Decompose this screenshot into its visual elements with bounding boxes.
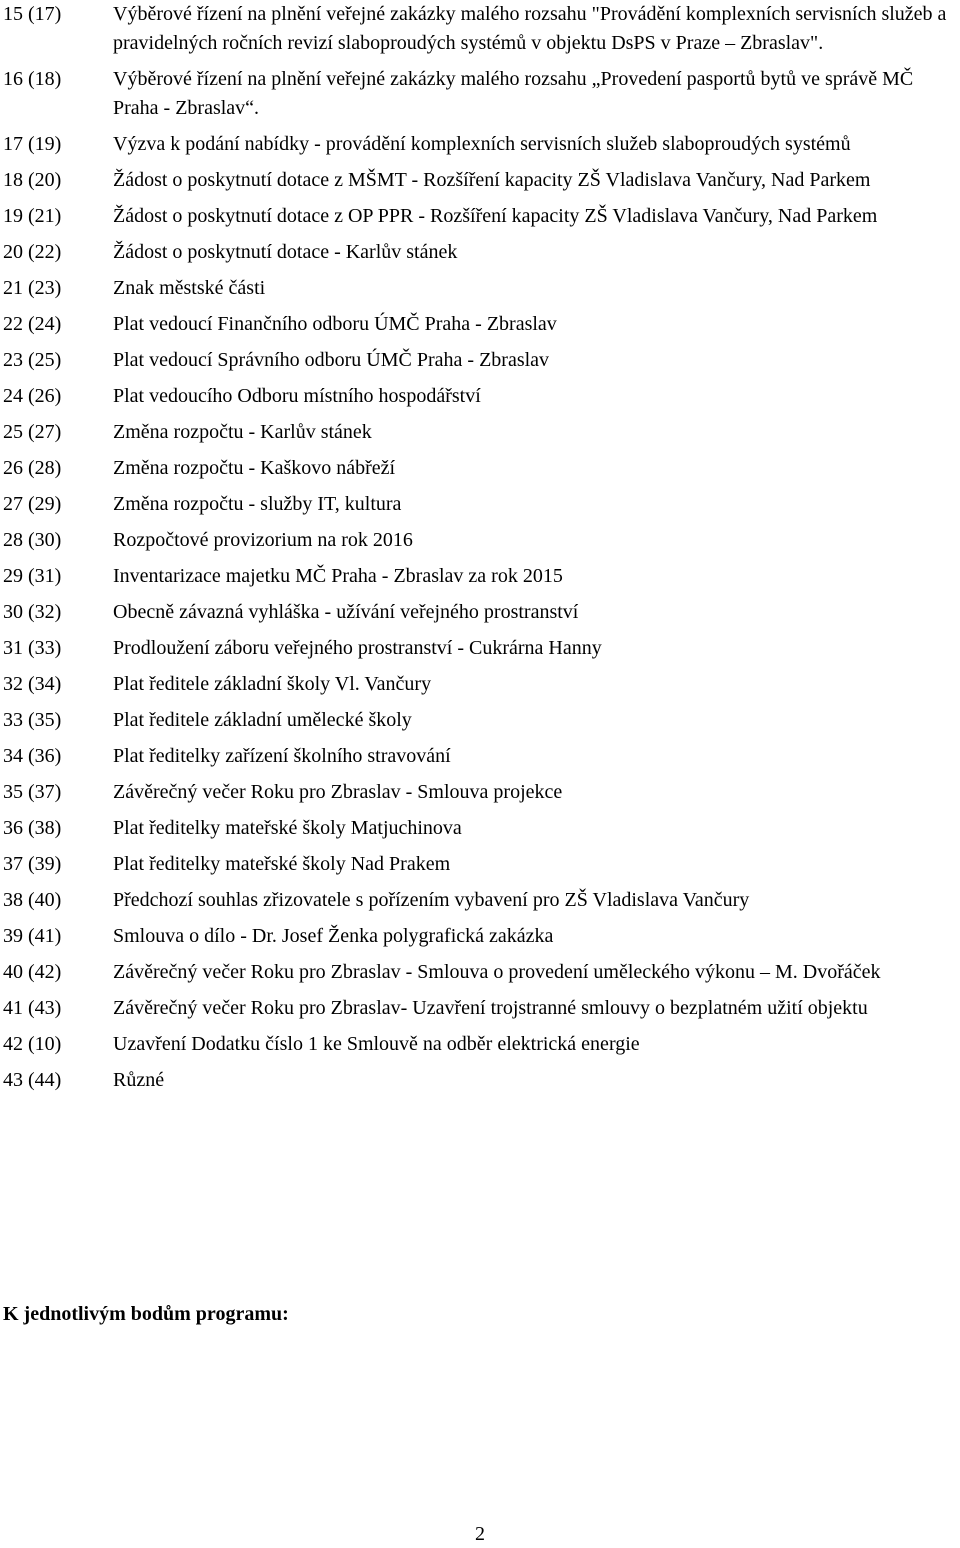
agenda-item xyxy=(3,598,953,627)
agenda-item-number: 19 (21) xyxy=(3,205,62,227)
agenda-item xyxy=(3,742,953,771)
agenda-item-number: 31 (33) xyxy=(3,637,62,659)
agenda-item-text: Plat ředitelky mateřské školy Nad Prakem xyxy=(113,853,451,875)
agenda-item-number: 17 (19) xyxy=(3,133,62,155)
agenda-item xyxy=(3,922,953,951)
agenda-item-number: 29 (31) xyxy=(3,565,62,587)
agenda-item xyxy=(3,778,953,807)
agenda-item-number: 39 (41) xyxy=(3,925,62,947)
agenda-item-number: 24 (26) xyxy=(3,385,62,407)
agenda-item-text: Znak městské části xyxy=(113,277,266,299)
agenda-item-text: Žádost o poskytnutí dotace z MŠMT - Rozšíření kapacity ZŠ Vladislava Vančury, Nad Parkem xyxy=(113,169,871,191)
agenda-item-text: Různé xyxy=(113,1069,165,1091)
agenda-item-text: Obecně závazná vyhláška - užívání veřejného prostranství xyxy=(113,601,579,623)
agenda-item xyxy=(3,130,953,159)
agenda-item xyxy=(3,814,953,843)
agenda-item-number: 41 (43) xyxy=(3,997,62,1019)
agenda-item-text: Změna rozpočtu - služby IT, kultura xyxy=(113,493,402,515)
agenda-item xyxy=(3,670,953,699)
agenda-item-text: Plat ředitelky mateřské školy Matjuchinova xyxy=(113,817,462,839)
agenda-item-text: Plat ředitelky zařízení školního stravování xyxy=(113,745,451,767)
agenda-item-number: 33 (35) xyxy=(3,709,62,731)
agenda-item xyxy=(3,1066,953,1095)
agenda-item xyxy=(3,0,953,58)
agenda-item-text: Výběrové řízení na plnění veřejné zakázky malého rozsahu „Provedení pasportů bytů ve správě MČ Praha - Zbraslav“. xyxy=(113,68,914,119)
agenda-item-number: 15 (17) xyxy=(3,3,62,25)
agenda-item-number: 26 (28) xyxy=(3,457,62,479)
agenda-item-number: 20 (22) xyxy=(3,241,62,263)
agenda-item-number: 28 (30) xyxy=(3,529,62,551)
agenda-item xyxy=(3,1030,953,1059)
agenda-item xyxy=(3,958,953,987)
agenda-item-number: 27 (29) xyxy=(3,493,62,515)
agenda-item-text: Výzva k podání nabídky - provádění komplexních servisních služeb slaboproudých systémů xyxy=(113,133,851,155)
agenda-item-text: Plat ředitele základní školy Vl. Vančury xyxy=(113,673,432,695)
agenda-item xyxy=(3,454,953,483)
agenda-item-number: 38 (40) xyxy=(3,889,62,911)
agenda-item-text: Závěrečný večer Roku pro Zbraslav - Smlouva projekce xyxy=(113,781,563,803)
agenda-item-text: Prodloužení záboru veřejného prostranství - Cukrárna Hanny xyxy=(113,637,602,659)
agenda-item-text: Uzavření Dodatku číslo 1 ke Smlouvě na odběr elektrická energie xyxy=(113,1033,640,1055)
agenda-item-number: 36 (38) xyxy=(3,817,62,839)
agenda-item-number: 22 (24) xyxy=(3,313,62,335)
agenda-item-number: 34 (36) xyxy=(3,745,62,767)
agenda-item-number: 25 (27) xyxy=(3,421,62,443)
agenda-item-text: Plat vedoucí Finančního odboru ÚMČ Praha - Zbraslav xyxy=(113,313,557,335)
agenda-item-number: 40 (42) xyxy=(3,961,62,983)
agenda-item-number: 18 (20) xyxy=(3,169,62,191)
agenda-item-text: Inventarizace majetku MČ Praha - Zbraslav za rok 2015 xyxy=(113,565,563,587)
agenda-item-number: 43 (44) xyxy=(3,1069,62,1091)
agenda-list xyxy=(3,0,953,1102)
agenda-item-number: 23 (25) xyxy=(3,349,62,371)
agenda-item xyxy=(3,346,953,375)
section-heading: K jednotlivým bodům programu: xyxy=(3,1303,289,1325)
agenda-item-number: 42 (10) xyxy=(3,1033,62,1055)
agenda-item-text: Žádost o poskytnutí dotace z OP PPR - Rozšíření kapacity ZŠ Vladislava Vančury, Nad Parkem xyxy=(113,205,878,227)
agenda-item xyxy=(3,166,953,195)
agenda-item-number: 30 (32) xyxy=(3,601,62,623)
agenda-item xyxy=(3,634,953,663)
agenda-item-number: 21 (23) xyxy=(3,277,62,299)
agenda-item xyxy=(3,886,953,915)
agenda-item-number: 32 (34) xyxy=(3,673,62,695)
agenda-item xyxy=(3,994,953,1023)
agenda-item xyxy=(3,238,953,267)
agenda-item xyxy=(3,526,953,555)
agenda-item-text: Rozpočtové provizorium na rok 2016 xyxy=(113,529,413,551)
agenda-item-text: Plat ředitele základní umělecké školy xyxy=(113,709,412,731)
agenda-item xyxy=(3,202,953,231)
agenda-item xyxy=(3,382,953,411)
agenda-item-text: Předchozí souhlas zřizovatele s pořízením vybavení pro ZŠ Vladislava Vančury xyxy=(113,889,750,911)
agenda-item-text: Plat vedoucího Odboru místního hospodářství xyxy=(113,385,481,407)
agenda-item-text: Závěrečný večer Roku pro Zbraslav - Smlouva o provedení uměleckého výkonu – M. Dvořáček xyxy=(113,961,881,983)
agenda-item-text: Plat vedoucí Správního odboru ÚMČ Praha - Zbraslav xyxy=(113,349,550,371)
agenda-item-number: 37 (39) xyxy=(3,853,62,875)
agenda-item-text: Smlouva o dílo - Dr. Josef Ženka polygrafická zakázka xyxy=(113,925,554,947)
agenda-item xyxy=(3,562,953,591)
agenda-item xyxy=(3,310,953,339)
agenda-item-text: Změna rozpočtu - Kaškovo nábřeží xyxy=(113,457,396,479)
agenda-item-text: Výběrové řízení na plnění veřejné zakázky malého rozsahu "Provádění komplexních servisních služeb a pravidelných ročních revizí slaboproudých systémů v objektu DsPS v Praze – Zbraslav". xyxy=(113,3,947,54)
agenda-item xyxy=(3,490,953,519)
agenda-item xyxy=(3,850,953,879)
page-number: 2 xyxy=(475,1523,485,1545)
agenda-item-number: 16 (18) xyxy=(3,68,62,90)
agenda-item-text: Změna rozpočtu - Karlův stánek xyxy=(113,421,372,443)
agenda-item xyxy=(3,418,953,447)
agenda-item xyxy=(3,274,953,303)
agenda-item-text: Žádost o poskytnutí dotace - Karlův stánek xyxy=(113,241,458,263)
agenda-item xyxy=(3,65,953,123)
agenda-item xyxy=(3,706,953,735)
agenda-item-number: 35 (37) xyxy=(3,781,62,803)
agenda-item-text: Závěrečný večer Roku pro Zbraslav- Uzavření trojstranné smlouvy o bezplatném užití objektu xyxy=(113,997,868,1019)
